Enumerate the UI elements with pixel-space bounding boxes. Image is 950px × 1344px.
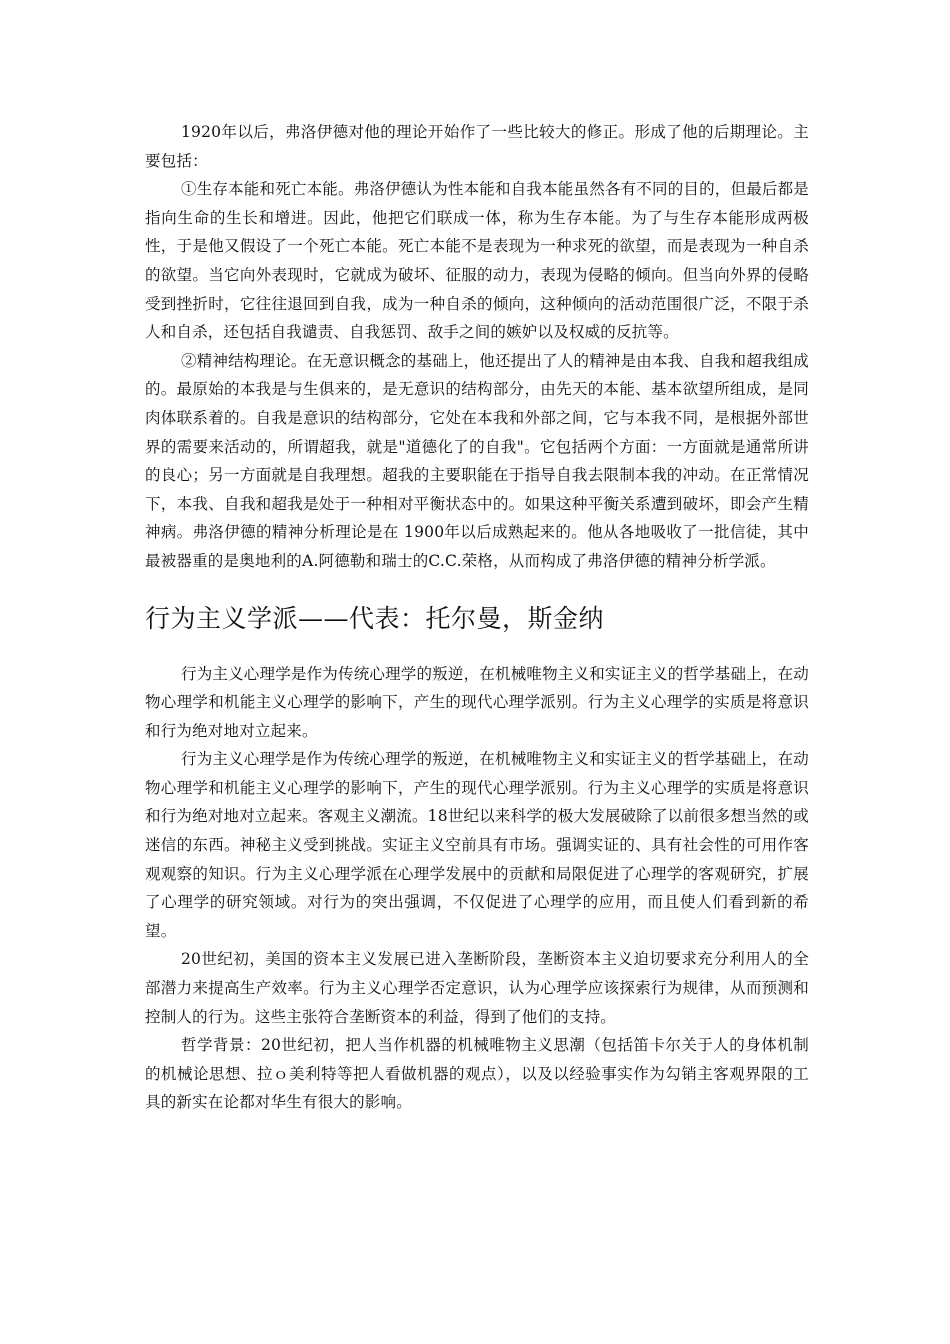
paragraph-behaviorism-definition: 行为主义心理学是作为传统心理学的叛逆，在机械唯物主义和实证主义的哲学基础上，在动物心理学和机能主义心理学的影响下，产生的现代心理学派别。行为主义心理学的实质是将意识和行为绝对地对立起来。 xyxy=(145,664,810,740)
paragraph-philosophical-background: 哲学背景：20世纪初，把人当作机器的机械唯物主义思潮（包括笛卡尔关于人的身体机制的机械论思想、拉ｏ美利特等把人看做机器的观点），以及以经验事实作为勾销主客观界限的工具的新实在论都对华生有很大的影响。 xyxy=(145,1036,809,1112)
paragraph-late-theory-intro: 1920年以后，弗洛伊德对他的理论开始作了一些比较大的修正。形成了他的后期理论。主要包括： xyxy=(145,123,809,170)
document-page xyxy=(145,118,809,1117)
section-freud-late-theory xyxy=(145,118,809,576)
section-behaviorism xyxy=(145,660,809,1118)
paragraph-mental-structure: ②精神结构理论。在无意识概念的基础上，他还提出了人的精神是由本我、自我和超我组成的。最原始的本我是与生俱来的，是无意识的结构部分，由先天的本能、基本欲望所组成，是同肉体联系着的。自我是意识的结构部分，它处在本我和外部之间，它与本我不同，是根据外部世界的需要来活动的，所谓超我，就是"道德化了的自我"。它包括两个方面：一方面就是通常所讲的良心；另一方面就是自我理想。超我的主要职能在于指导自我去限制本我的冲动。在正常情况下，本我、自我和超我是处于一种相对平衡状态中的。如果这种平衡关系遭到破坏，即会产生精神病。弗洛伊德的精神分析理论是在 1900年以后成熟起来的。他从各地吸收了一批信徒，其中最被器重的是奥地利的A.阿德勒和瑞士的C.C.荣格，从而构成了弗洛伊德的精神分析学派。 xyxy=(145,351,810,570)
section-heading-behaviorism: 行为主义学派——代表：托尔曼，斯金纳 xyxy=(145,603,605,633)
paragraph-life-death-instinct: ①生存本能和死亡本能。弗洛伊德认为性本能和自我本能虽然各有不同的目的，但最后都是指向生命的生长和增进。因此，他把它们联成一体，称为生存本能。为了与生存本能形成两极性，于是他又假设了一个死亡本能。死亡本能不是表现为一种求死的欲望，而是表现为一种自杀的欲望。当它向外表现时，它就成为破坏、征服的动力，表现为侵略的倾向。但当向外界的侵略受到挫折时，它往往退回到自我，成为一种自杀的倾向，这种倾向的活动范围很广泛，不限于杀人和自杀，还包括自我谴责、自我惩罚、敌手之间的嫉妒以及权威的反抗等。 xyxy=(145,180,810,342)
paragraph-social-background: 20世纪初，美国的资本主义发展已进入垄断阶段，垄断资本主义迫切要求充分利用人的全部潜力来提高生产效率。行为主义心理学否定意识，认为心理学应该探索行为规律，从而预测和控制人的行为。这些主张符合垄断资本的利益，得到了他们的支持。 xyxy=(145,950,809,1026)
paragraph-behaviorism-objectivism: 行为主义心理学是作为传统心理学的叛逆，在机械唯物主义和实证主义的哲学基础上，在动物心理学和机能主义心理学的影响下，产生的现代心理学派别。行为主义心理学的实质是将意识和行为绝对地对立起来。客观主义潮流。18世纪以来科学的极大发展破除了以前很多想当然的或迷信的东西。神秘主义受到挑战。实证主义空前具有市场。强调实证的、具有社会性的可用作客观观察的知识。行为主义心理学派在心理学发展中的贡献和局限促进了心理学的客观研究，扩展了心理学的研究领域。对行为的突出强调，不仅促进了心理学的应用，而且使人们看到新的希望。 xyxy=(145,750,810,940)
